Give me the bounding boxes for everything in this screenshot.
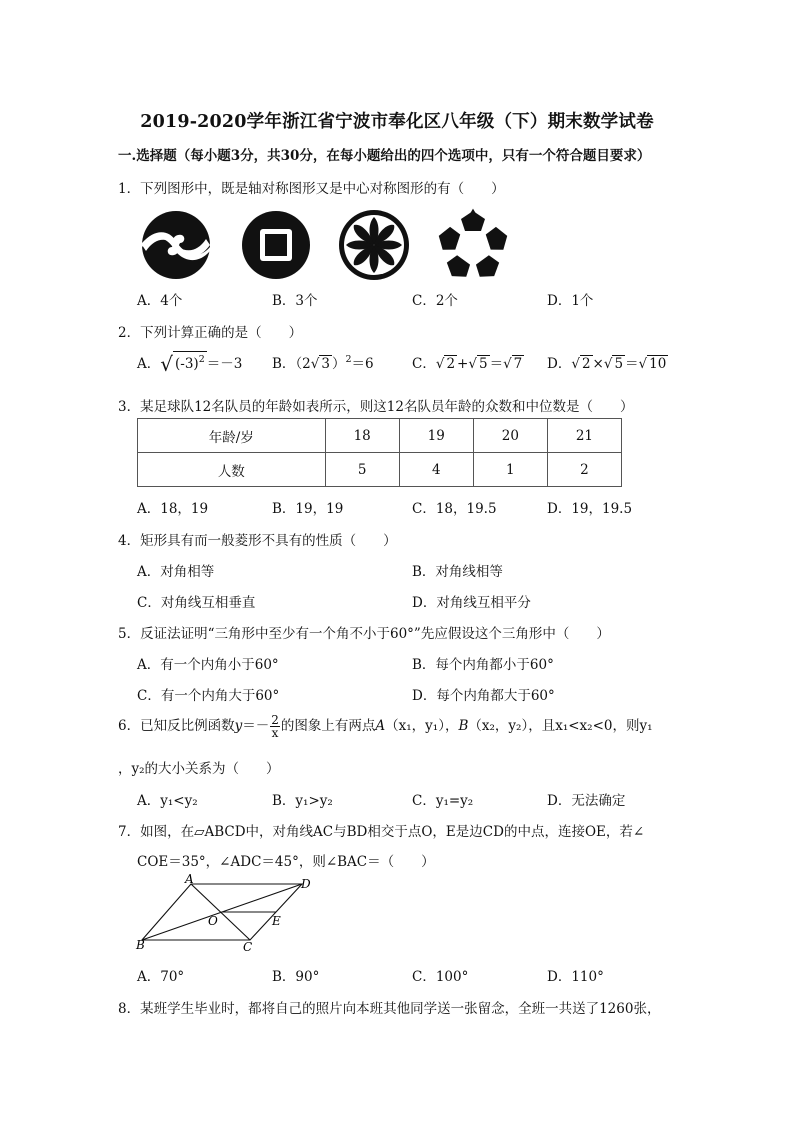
q2-d-eq: ＝ — [625, 356, 639, 372]
q3-option-a[interactable]: A．18，19 — [137, 501, 209, 517]
figure-3-icon — [339, 210, 409, 280]
q1-option-a[interactable]: A．4个 — [137, 293, 183, 309]
q2-a-exp: 2 — [198, 354, 205, 365]
q6-post: 的图象上有两点 — [280, 718, 376, 734]
q7-option-c[interactable]: C．100° — [412, 969, 469, 985]
q2-b-result: ＝6 — [351, 356, 374, 372]
q2-option-a[interactable]: A．√ $(-3)^2 =-3$ — [137, 352, 243, 376]
q7-parallelogram-figure — [134, 872, 324, 958]
figure-1-icon — [142, 211, 210, 279]
q2-d-times: × — [592, 356, 604, 372]
q5-option-d[interactable]: D．每个内角都大于60° — [412, 688, 555, 704]
q2-d-label: D． — [547, 356, 572, 372]
q4-option-c[interactable]: C．对角线互相垂直 — [137, 595, 256, 611]
q7-option-b[interactable]: B．90° — [272, 969, 320, 985]
q6-point-a-coords: （x₁，y₁） — [385, 718, 445, 734]
table-cell: 年龄/岁 — [138, 419, 326, 453]
figure-2-icon — [242, 211, 310, 279]
q7-option-d[interactable]: D．110° — [547, 969, 604, 985]
q3-option-c[interactable]: C．18，19.5 — [412, 501, 497, 517]
q4-option-a[interactable]: A．对角相等 — [137, 564, 215, 580]
age-table — [137, 418, 622, 487]
q1-option-b[interactable]: B．3个 — [272, 293, 318, 309]
table-cell: 1 — [473, 453, 547, 487]
question-7-line-2: COE＝35°，∠ADC＝45°，则∠BAC＝（ ） — [137, 854, 435, 870]
table-cell: 18 — [325, 419, 399, 453]
question-3-stem: 3．某足球队12名队员的年龄如表所示，则这12名队员年龄的众数和中位数是（ ） — [118, 399, 634, 415]
q4-option-d[interactable]: D．对角线互相平分 — [412, 595, 531, 611]
q2-c-r1: 2 — [446, 356, 456, 372]
q6-pre: 6．已知反比例函数 — [118, 718, 235, 734]
q2-b-exp: 2 — [345, 354, 352, 365]
q3-option-b[interactable]: B．19，19 — [272, 501, 344, 517]
q2-b-radicand: 3 — [321, 356, 330, 372]
q2-option-c[interactable]: C．√ 2 +√ 5 ＝√ 7 — [412, 356, 523, 372]
q2-option-b[interactable]: B．（2√ 3 ）$^2$＝6 — [272, 354, 374, 372]
q6-condition: ，且x₁<x₂<0，则y₁ — [528, 718, 653, 734]
q2-c-label: C． — [412, 356, 436, 372]
question-7-line-1: 7．如图，在▱ABCD中，对角线AC与BD相交于点O，E是边CD的中点，连接OE，若∠ — [118, 824, 645, 840]
q6-point-a: A — [375, 718, 386, 734]
table-cell: 19 — [399, 419, 473, 453]
question-4-stem: 4．矩形具有而一般菱形不具有的性质（ ） — [118, 533, 397, 549]
table-cell: 4 — [399, 453, 473, 487]
table-cell: 20 — [473, 419, 547, 453]
q6-fraction — [270, 714, 280, 739]
q2-option-d[interactable]: D．√ 2 ×√ 5 ＝√ 10 — [547, 356, 667, 372]
q2-c-eq: ＝ — [489, 356, 504, 372]
q2-c-plus: + — [457, 356, 469, 372]
q3-option-d[interactable]: D．19，19.5 — [547, 501, 633, 517]
q2-d-r1: 2 — [581, 356, 591, 372]
q6-fn-y: y — [234, 718, 243, 734]
q2-d-r2: 5 — [614, 356, 624, 372]
label-d: D — [301, 877, 311, 891]
question-6-line-1: 6．已知反比例函数y＝－ $\frac{2}{x}$ 的图象上有两点A（x₁，y₁），B（x₂，y₂），且x₁<x₂<0，则y₁ — [118, 713, 653, 740]
label-a: A — [185, 872, 194, 886]
table-cell: 21 — [547, 419, 621, 453]
q2-d-r3: 10 — [649, 356, 667, 372]
section-heading: 一.选择题（每小题3分，共30分，在每小题给出的四个选项中，只有一个符合题目要求） — [118, 148, 651, 164]
q6-option-c[interactable]: C．y₁=y₂ — [412, 793, 474, 809]
q5-option-c[interactable]: C．有一个内角大于60° — [137, 688, 280, 704]
question-6-line-2: ，y₂的大小关系为（ ） — [118, 761, 280, 777]
q4-option-b[interactable]: B．对角线相等 — [412, 564, 503, 580]
question-2-stem: 2．下列计算正确的是（ ） — [118, 325, 303, 341]
q6-option-d[interactable]: D．无法确定 — [547, 793, 626, 809]
q2-b-tail: ） — [331, 356, 346, 372]
q1-option-c[interactable]: C．2个 — [412, 293, 458, 309]
label-b: B — [136, 938, 145, 952]
q6-option-a[interactable]: A．y₁<y₂ — [137, 793, 198, 809]
q6-option-b[interactable]: B．y₁>y₂ — [272, 793, 333, 809]
q2-c-r2: 5 — [478, 356, 488, 372]
label-o: O — [208, 914, 218, 928]
q1-option-d[interactable]: D．1个 — [547, 293, 594, 309]
q1-figures — [138, 200, 528, 290]
q5-option-b[interactable]: B．每个内角都小于60° — [412, 657, 554, 673]
q5-option-a[interactable]: A．有一个内角小于60° — [137, 657, 279, 673]
table-row — [138, 419, 622, 453]
question-5-stem: 5．反证法证明“三角形中至少有一个角不小于60°”先应假设这个三角形中（ ） — [118, 626, 610, 642]
page-title: 2019-2020学年浙江省宁波市奉化区八年级（下）期末数学试卷 — [140, 112, 654, 132]
figure-4-icon — [435, 209, 511, 284]
question-1-stem: 1．下列图形中，既是轴对称图形又是中心对称图形的有（ ） — [118, 181, 505, 197]
label-e: E — [272, 914, 281, 928]
q2-a-tail: ＝－3 — [206, 356, 243, 372]
q2-b-label: B．（2 — [272, 356, 311, 372]
q6-fn-eq: ＝－ — [242, 718, 270, 734]
table-cell: 2 — [547, 453, 621, 487]
table-cell: 5 — [325, 453, 399, 487]
label-c: C — [243, 940, 253, 954]
q7-option-a[interactable]: A．70° — [137, 969, 185, 985]
q2-a-label: A． — [137, 356, 161, 372]
q2-c-r3: 7 — [513, 356, 523, 372]
q6-frac-num: 2 — [271, 713, 279, 727]
q2-a-inner: (-3) — [175, 356, 199, 372]
q6-point-b: B — [458, 718, 469, 734]
q6-point-b-coords: （x₂，y₂） — [468, 718, 529, 734]
table-row — [138, 453, 622, 487]
table-cell: 人数 — [138, 453, 326, 487]
q6-frac-den: x — [271, 726, 279, 740]
question-8-line-1: 8．某班学生毕业时，都将自己的照片向本班其他同学送一张留念，全班一共送了1260张， — [118, 1001, 661, 1017]
